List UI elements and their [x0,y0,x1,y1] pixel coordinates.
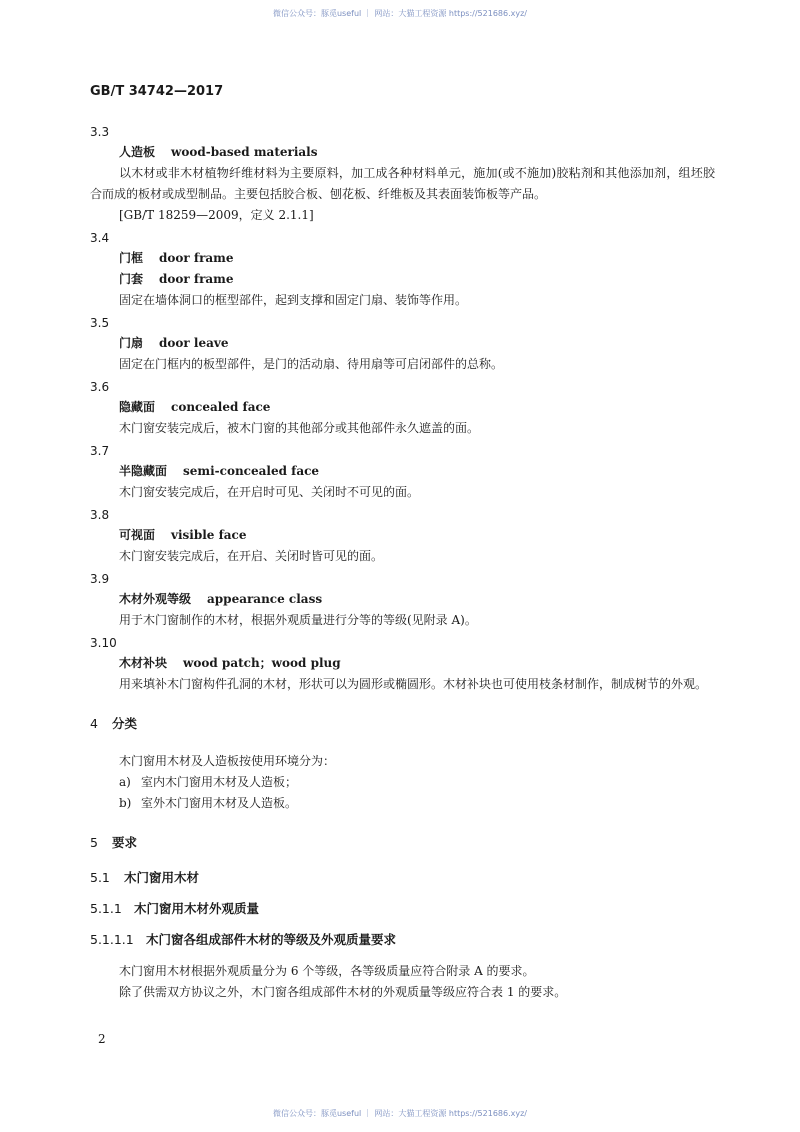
list-text: 室内木门窗用木材及人造板； [141,775,298,789]
paragraph: 木门窗用木材根据外观质量分为 6 个等级，各等级质量应符合附录 A 的要求。 [119,964,535,978]
term-number: 3.3 [90,125,110,139]
list-marker: b) [119,796,132,810]
term-en: concealed face [171,400,271,414]
term-en: wood-based materials [171,145,318,159]
subsection-heading [90,867,715,889]
term-title [90,397,715,418]
section-number: 5 [90,835,98,850]
term-en: door frame [159,272,234,286]
term-title [90,333,715,354]
term-definition: 固定在门框内的板型部件，是门的活动扇、待用扇等可启闭部件的总称。 [119,357,504,371]
term-zh: 门框 [119,251,144,265]
term-definition: 木门窗安装完成后，在开启时可见、关闭时不可见的面。 [119,485,420,499]
term-zh: 可视面 [119,528,156,542]
standard-number: GB/T 34742—2017 [90,84,224,99]
term-definition: 固定在墙体洞口的框型部件，起到支撑和固定门扇、装饰等作用。 [119,293,468,307]
term-definition: 用于木门窗制作的木材，根据外观质量进行分等的等级(见附录 A)。 [119,613,477,627]
term-definition: 木门窗安装完成后，被木门窗的其他部分或其他部件永久遮盖的面。 [119,421,480,435]
term-en: visible face [171,528,247,542]
term-source: [GB/T 18259—2009，定义 2.1.1] [119,208,314,222]
section-number: 4 [90,716,98,731]
list-text: 室外木门窗用木材及人造板。 [141,796,298,810]
document-body [90,120,715,1003]
term-number: 3.8 [90,508,110,522]
term-zh: 门套 [119,272,144,286]
term-en: wood patch；wood plug [183,656,341,670]
term-zh: 门扇 [119,336,144,350]
section-title: 木门窗各组成部件木材的等级及外观质量要求 [146,932,397,947]
term-definition: 木门窗安装完成后，在开启、关闭时皆可见的面。 [119,549,384,563]
term-en: semi-concealed face [183,464,320,478]
page-number: 2 [98,1032,106,1046]
term-title [90,653,715,674]
list-item [90,793,715,814]
term-title [90,461,715,482]
section-heading [90,832,715,854]
term-zh: 人造板 [119,145,156,159]
term-zh: 木材外观等级 [119,592,192,606]
term-number: 3.4 [90,231,110,245]
section-title: 木门窗用木材外观质量 [134,901,260,916]
term-title-alt [90,269,715,290]
section-title: 分类 [112,716,138,731]
term-zh: 木材补块 [119,656,168,670]
section-title: 木门窗用木材 [124,870,200,885]
subsection-heading [90,898,715,920]
section-title: 要求 [112,835,138,850]
list-marker: a) [119,775,131,789]
term-definition: 用来填补木门窗构件孔洞的木材，形状可以为圆形或椭圆形。木材补块也可使用枝条材制作，制成树节的外观。 [119,677,708,691]
term-number: 3.9 [90,572,110,586]
term-number: 3.5 [90,316,110,330]
term-en: door frame [159,251,234,265]
paragraph: 除了供需双方协议之外，木门窗各组成部件木材的外观质量等级应符合表 1 的要求。 [119,985,567,999]
term-title [90,589,715,610]
term-title [90,525,715,546]
section-heading [90,713,715,735]
term-number: 3.6 [90,380,110,394]
watermark-top: 微信公众号：豚觅useful ｜ 网站：大猫工程资源 https://521686.xyz/ [272,9,528,18]
list-item [90,772,715,793]
term-number: 3.7 [90,444,110,458]
term-number: 3.10 [90,636,117,650]
section-number: 5.1 [90,870,110,885]
term-definition: 以木材或非木材植物纤维材料为主要原料，加工成各种材料单元，施加(或不施加)胶粘剂和其他添加剂，组坯胶合而成的板材或成型制品。主要包括胶合板、刨花板、纤维板及其表面装饰板等产品。 [90,166,715,201]
term-en: appearance class [207,592,323,606]
term-title [90,142,715,163]
watermark-bottom: 微信公众号：豚觅useful ｜ 网站：大猫工程资源 https://521686.xyz/ [272,1109,528,1118]
section-number: 5.1.1 [90,901,122,916]
term-zh: 隐藏面 [119,400,156,414]
paragraph: 木门窗用木材及人造板按使用环境分为： [119,754,336,768]
term-title [90,248,715,269]
subsection-heading [90,929,715,951]
section-number: 5.1.1.1 [90,932,134,947]
term-en: door leave [159,336,229,350]
term-zh: 半隐藏面 [119,464,168,478]
